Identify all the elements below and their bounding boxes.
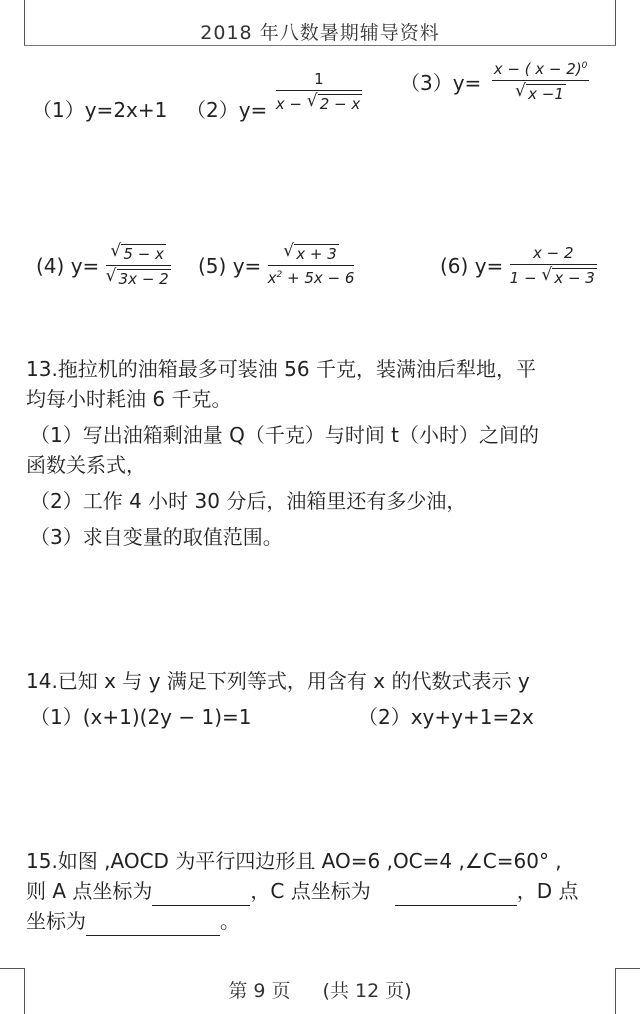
q12-item-4-label: (4) y= xyxy=(36,254,100,278)
q12-item-4-denominator xyxy=(106,266,171,288)
q12-item-6-den-radicand: x − 3 xyxy=(554,269,595,287)
q12-item-3-num-text: x − ( x − 2) xyxy=(493,60,582,78)
q12-item-3-fraction xyxy=(492,60,590,103)
answer-blank-c[interactable] xyxy=(395,885,517,906)
sqrt-sign xyxy=(515,81,566,103)
q12-item-6-fraction xyxy=(510,244,597,287)
q12-item-4-num-radicand: 5 − x xyxy=(123,245,164,263)
q12-item-5-denominator xyxy=(268,266,355,287)
q12-item-6-denominator xyxy=(510,265,597,287)
sqrt-sign xyxy=(110,241,166,263)
q12-item-5 xyxy=(198,241,355,287)
q12-item-4-den-radicand: 3x − 2 xyxy=(118,270,169,288)
q12-item-5-den-rest: + 5x − 6 xyxy=(282,269,355,287)
q13-stem-line-2: 均每小时耗油 6 千克。 xyxy=(26,387,232,411)
page-header-title: 2018 年八数暑期辅导资料 xyxy=(200,22,440,44)
q12-item-2-fraction xyxy=(276,70,363,113)
q12-item-5-fraction xyxy=(267,241,355,287)
q13-part-3: （3）求自变量的取值范围。 xyxy=(30,525,283,549)
page-total: (共 12 页) xyxy=(322,980,412,1002)
q14-part-2: （2）xy+y+1=2x xyxy=(358,705,534,729)
q15-line-2 xyxy=(26,876,579,906)
q13-part-2: （2）工作 4 小时 30 分后，油箱里还有多少油， xyxy=(30,489,467,513)
q12-item-4-numerator xyxy=(106,241,171,265)
q15-line-2-b: ，C 点坐标为 xyxy=(250,879,371,903)
q12-item-1 xyxy=(32,94,167,123)
q12-item-4-fraction xyxy=(105,241,171,288)
corner-mark-bottom-left-h xyxy=(0,968,25,969)
sqrt-sign xyxy=(105,266,171,288)
q12-item-2-denominator xyxy=(276,91,363,113)
header-divider xyxy=(24,45,616,46)
q12-item-3-denominator xyxy=(492,81,590,103)
q12-item-5-numerator xyxy=(268,241,355,265)
q14-part-1: （1）(x+1)(2y − 1)=1 xyxy=(30,705,252,729)
sqrt-sign xyxy=(283,241,339,263)
q12-item-3 xyxy=(400,60,589,103)
q12-item-6-label: (6) y= xyxy=(440,253,504,278)
q12-item-6 xyxy=(440,244,597,287)
q12-item-5-num-radicand: x + 3 xyxy=(296,245,337,263)
q15-line-3 xyxy=(26,906,240,936)
q12-item-5-label: (5) y= xyxy=(198,253,262,278)
q12-item-2-den-radicand: 2 − x xyxy=(319,95,361,113)
corner-mark-bottom-right-h xyxy=(615,968,640,969)
q15-line-2-c: ，D 点 xyxy=(516,879,579,903)
sqrt-sign xyxy=(541,265,597,287)
q15-line-2-a: 则 A 点坐标为 xyxy=(26,879,153,903)
q12-item-3-numerator xyxy=(492,60,590,80)
q15-line-3-b: 。 xyxy=(220,909,240,933)
answer-blank-a[interactable] xyxy=(152,885,250,906)
page-number: 第 9 页 xyxy=(228,980,291,1002)
q12-item-2-den-prefix: x − xyxy=(275,95,302,113)
q12-item-2 xyxy=(186,60,362,123)
q13-part-1-line-1: （1）写出油箱剩油量 Q（千克）与时间 t（小时）之间的 xyxy=(30,423,540,447)
q12-item-2-label: （2）y= xyxy=(186,98,268,122)
answer-blank-d[interactable] xyxy=(86,915,220,936)
sqrt-sign xyxy=(306,91,363,113)
q12-item-3-label: （3）y= xyxy=(400,71,482,95)
q12-item-3-num-exponent: 0 xyxy=(581,61,588,71)
q12-item-2-numerator: 1 xyxy=(314,70,324,88)
q12-item-4 xyxy=(36,241,171,288)
q14-stem: 14.已知 x 与 y 满足下列等式，用含有 x 的代数式表示 y xyxy=(26,669,530,693)
q13-part-1-line-2: 函数关系式， xyxy=(26,453,146,477)
radical-icon: √ xyxy=(110,241,122,261)
q12-item-3-den-radicand: x −1 xyxy=(528,85,564,103)
q12-item-1-label: （1）y=2x+1 xyxy=(32,98,168,122)
q12-formula-row-1 xyxy=(0,60,640,140)
radical-icon: √ xyxy=(306,91,318,111)
radical-icon: √ xyxy=(105,266,117,286)
radical-icon: √ xyxy=(541,265,553,285)
q13-stem-line-1: 13.拖拉机的油箱最多可装油 56 千克，装满油后犁地，平 xyxy=(26,357,536,381)
page-footer xyxy=(0,976,640,1003)
q12-item-5-den-exponent: 2 xyxy=(276,270,283,280)
q12-item-6-den-prefix: 1 − xyxy=(509,269,537,287)
q12-item-5-den-base: x xyxy=(267,269,277,287)
radical-icon: √ xyxy=(283,241,295,261)
q15-line-3-a: 坐标为 xyxy=(26,909,86,933)
radical-icon: √ xyxy=(515,81,526,101)
q15-line-1: 15.如图 ,AOCD 为平行四边形且 AO=6 ,OC=4 ,∠C=60° , xyxy=(26,849,562,873)
q12-formula-row-2 xyxy=(0,241,640,324)
q12-item-6-numerator: x − 2 xyxy=(532,244,574,262)
